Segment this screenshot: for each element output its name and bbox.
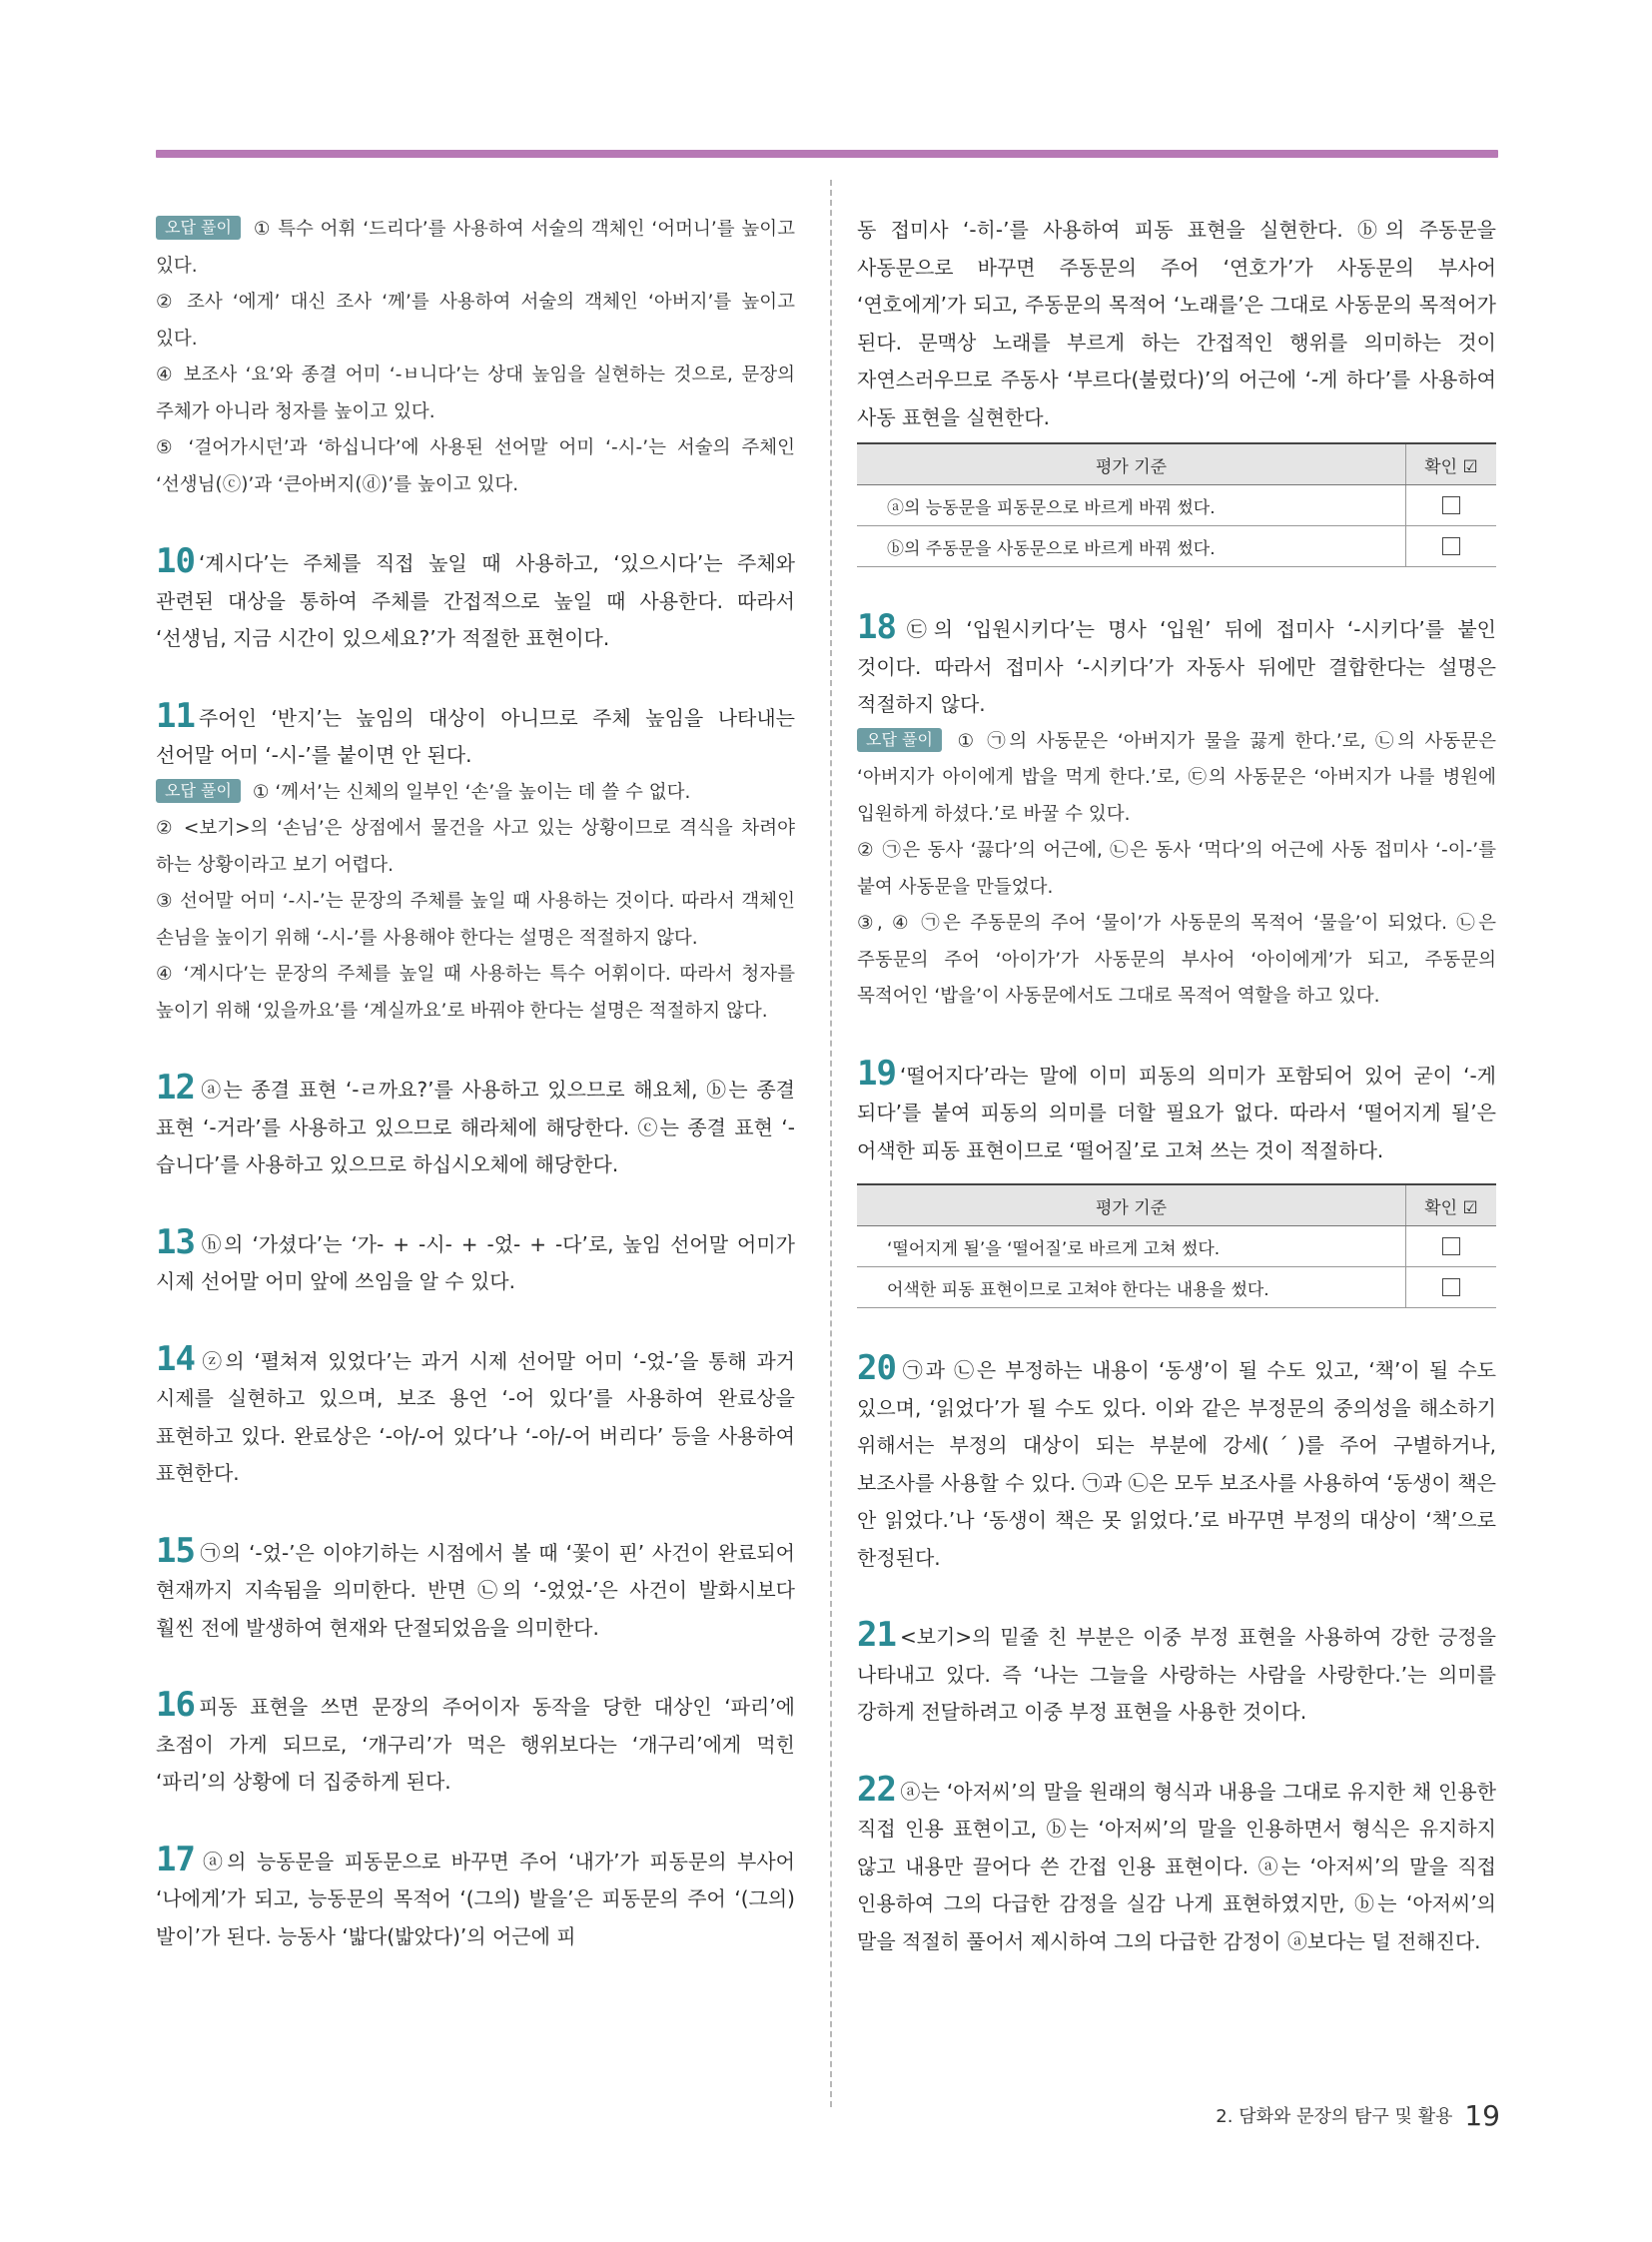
answer-14: 14 ⓩ의 ‘펼쳐져 있었다’는 과거 시제 선어말 어미 ‘-었-’을 통해 과거 시제를 실현하고 있으며, 보조 용언 ‘-어 있다’를 사용하여 완료상을 표현하고 있다. 완료상은 ‘-아/-어 있다’나 ‘-아/-어 버리다’ 등을 사용하여 표현한다. [156, 1338, 795, 1485]
evaluation-table-19 [857, 1183, 1496, 1308]
answer-16: 16 피동 표현을 쓰면 문장의 주어이자 동작을 당한 대상인 ‘파리’에 초점이 가게 되므로, ‘개구리’가 먹은 행위보다는 ‘개구리’에게 먹힌 ‘파리’의 상황에 더 집중하게 된다. [156, 1685, 795, 1794]
question-number: 14 [156, 1338, 195, 1379]
right-column [857, 212, 1496, 2000]
checkbox[interactable] [1442, 537, 1460, 555]
question-number: 22 [857, 1769, 896, 1810]
section-title: 2. 담화와 문장의 탐구 및 활용 [1216, 2106, 1453, 2127]
criteria-cell: 어색한 피동 표현이므로 고쳐야 한다는 내용을 썼다. [857, 1267, 1406, 1308]
wrong-answer-badge: 오답 풀이 [857, 728, 942, 752]
answer-20: 20 ㉠과 ㉡은 부정하는 내용이 ‘동생’이 될 수도 있고, ‘책’이 될 수도 있으며, ‘읽었다’가 될 수도 있다. 이와 같은 부정문의 중의성을 해소하기 위해서는 부정의 대상이 되는 부분에 강세(ˊ)를 주어 구별하거나, 보조사를 사용할 수 있다. ㉠과 ㉡은 모두 보조사를 사용하여 ‘동생이 책은 안 읽었다.’나 ‘동생이 책은 못 읽었다.’로 바꾸면 부정의 대상이 ‘책’으로 한정된다. [857, 1348, 1496, 1570]
criteria-cell: ⓑ의 주동문을 사동문으로 바르게 바꿔 썼다. [857, 526, 1406, 567]
question-number: 15 [156, 1530, 195, 1571]
left-column [156, 212, 795, 1995]
table-row [857, 526, 1496, 567]
table-header-row [857, 1184, 1496, 1226]
checkbox[interactable] [1442, 1237, 1460, 1255]
page-footer [1216, 2099, 1500, 2132]
table-row [857, 485, 1496, 526]
question-number: 11 [156, 695, 195, 736]
wrong-answer-badge: 오답 풀이 [156, 216, 241, 240]
criteria-header: 평가 기준 [857, 443, 1406, 485]
question-number: 12 [156, 1068, 195, 1108]
question-number: 16 [156, 1685, 195, 1725]
page-number: 19 [1464, 2099, 1500, 2132]
checkbox[interactable] [1442, 1278, 1460, 1296]
answer-10: 10 ‘계시다’는 주체를 직접 높일 때 사용하고, ‘있으시다’는 주체와 관련된 대상을 통하여 주체를 간접적으로 높일 때 사용한다. 따라서 ‘선생님, 지금 시간이 있으세요?’가 적절한 표현이다. [156, 541, 795, 650]
answer-22: 22 ⓐ는 ‘아저씨’의 말을 원래의 형식과 내용을 그대로 유지한 채 인용한 직접 인용 표현이고, ⓑ는 ‘아저씨’의 말을 인용하면서 형식은 유지하지 않고 내용만 끌어다 쓴 간접 인용 표현이다. ⓐ는 ‘아저씨’의 말을 직접 인용하여 그의 다급한 감정을 실감 나게 표현하였지만, ⓑ는 ‘아저씨’의 말을 적절히 풀어서 제시하여 그의 다급한 감정이 ⓐ보다는 덜 전해진다. [857, 1769, 1496, 1953]
answer-17: 17 ⓐ의 능동문을 피동문으로 바꾸면 주어 ‘내가’가 피동문의 부사어 ‘나에게’가 되고, 능동문의 목적어 ‘(그의) 발을’은 피동문의 주어 ‘(그의) 발이’가 된다. 능동사 ‘밟다(밟았다)’의 어근에 피 [156, 1839, 795, 1948]
question-number: 20 [857, 1348, 896, 1388]
answer-12: 12 ⓐ는 종결 표현 ‘-ㄹ까요?’를 사용하고 있으므로 해요체, ⓑ는 종결 표현 ‘-거라’를 사용하고 있으므로 해라체에 해당한다. ⓒ는 종결 표현 ‘-습니다’를 사용하고 있으므로 하십시오체에 해당한다. [156, 1068, 795, 1176]
criteria-cell: ⓐ의 능동문을 피동문으로 바르게 바꿔 썼다. [857, 485, 1406, 526]
question-number: 18 [857, 607, 896, 647]
column-divider [830, 180, 832, 2107]
checkbox[interactable] [1442, 496, 1460, 514]
answer-21: 21 <보기>의 밑줄 친 부분은 이중 부정 표현을 사용하여 강한 긍정을 나타내고 있다. 즉 ‘나는 그늘을 사랑하는 사람을 사랑한다.’는 의미를 강하게 전달하려고 이중 부정 표현을 사용한 것이다. [857, 1615, 1496, 1724]
question-number: 19 [857, 1053, 896, 1094]
check-header: 확인 ☑ [1406, 1184, 1497, 1226]
check-header: 확인 ☑ [1406, 443, 1497, 485]
criteria-cell: ‘떨어지게 될’을 ‘떨어질’로 바르게 고쳐 썼다. [857, 1226, 1406, 1267]
criteria-header: 평가 기준 [857, 1184, 1406, 1226]
top-accent-bar [156, 150, 1498, 158]
answer-15: 15 ㉠의 ‘-었-’은 이야기하는 시점에서 볼 때 ‘꽃이 핀’ 사건이 완료되어 현재까지 지속됨을 의미한다. 반면 ㉡의 ‘-었었-’은 사건이 발화시보다 훨씬 전에 발생하여 현재와 단절되었음을 의미한다. [156, 1530, 795, 1640]
table-row [857, 1226, 1496, 1267]
question-number: 17 [156, 1839, 195, 1879]
answer-18: 18 ㉢의 ‘입원시키다’는 명사 ‘입원’ 뒤에 접미사 ‘-시키다’를 붙인 것이다. 따라서 접미사 ‘-시키다’가 자동사 뒤에만 결합한다는 설명은 적절하지 않다. 오답 풀이 ① ㉠의 사동문은 ‘아버지가 물을 끓게 한다.’로, ㉡의 사동문은 ‘아버지가 아이에게 밥을 먹게 한다.’로, ㉢의 사동문은 ‘아버지가 나를 병원에 입원하게 하셨다.’로 바꿀 수 있다. ② ㉠은 동사 ‘끓다’의 어근에, ㉡은 동사 ‘먹다’의 어근에 사동 접미사 ‘-이-’를 붙여 사동문을 만들었다. ③, ④ ㉠은 주동문의 주어 ‘물이’가 사동문의 목적어 ‘물을’이 되었다. ㉡은 주동문의 주어 ‘아이가’가 사동문의 부사어 ‘아이에게’가 되고, 주동문의 목적어인 ‘밥을’이 사동문에서도 그대로 목적어 역할을 하고 있다. [857, 607, 1496, 1007]
question-number: 13 [156, 1221, 195, 1262]
evaluation-table-17 [857, 442, 1496, 567]
table-row [857, 1267, 1496, 1308]
answer-notes-top: 오답 풀이 ① 특수 어휘 ‘드리다’를 사용하여 서술의 객체인 ‘어머니’를 높이고 있다. ② 조사 ‘에게’ 대신 조사 ‘께’를 사용하여 서술의 객체인 ‘아버지’를 높이고 있다. ④ 보조사 ‘요’와 종결 어미 ‘-ㅂ니다’는 상대 높임을 실현하는 것으로, 문장의 주체가 아니라 청자를 높이고 있다. ⑤ ‘걸어가시던’과 ‘하십니다’에 사용된 선어말 어미 ‘-시-’는 서술의 주체인 ‘선생님(ⓒ)’과 ‘큰아버지(ⓓ)’를 높이고 있다. [156, 218, 795, 495]
answer-17-continued: 동 접미사 ‘-히-’를 사용하여 피동 표현을 실현한다. ⓑ의 주동문을 사동문으로 바꾸면 주동문의 주어 ‘연호가’가 사동문의 부사어 ‘연호에게’가 되고, 주동문의 목적어 ‘노래를’은 그대로 사동문의 목적어가 된다. 문맥상 노래를 부르게 하는 간접적인 행위를 의미하는 것이 자연스러우므로 주동사 ‘부르다(불렀다)’의 어근에 ‘-게 하다’를 사용하여 사동 표현을 실현한다. [857, 218, 1496, 429]
answer-11: 11 주어인 ‘반지’는 높임의 대상이 아니므로 주체 높임을 나타내는 선어말 어미 ‘-시-’를 붙이면 안 된다. 오답 풀이 ① ‘께서’는 신체의 일부인 ‘손’을 높이는 데 쓸 수 없다. ② <보기>의 ‘손님’은 상점에서 물건을 사고 있는 상황이므로 격식을 차려야 하는 상황이라고 보기 어렵다. ③ 선어말 어미 ‘-시-’는 문장의 주체를 높일 때 사용하는 것이다. 따라서 객체인 손님을 높이기 위해 ‘-시-’를 사용해야 한다는 설명은 적절하지 않다. ④ ‘계시다’는 문장의 주체를 높일 때 사용하는 특수 어휘이다. 따라서 청자를 높이기 위해 ‘있을까요’를 ‘계실까요’로 바꿔야 한다는 설명은 적절하지 않다. [156, 695, 795, 1022]
wrong-answer-badge: 오답 풀이 [156, 779, 241, 803]
table-header-row [857, 443, 1496, 485]
question-number: 10 [156, 541, 195, 581]
answer-13: 13 ⓗ의 ‘가셨다’는 ‘가- + -시- + -었- + -다’로, 높임 선어말 어미가 시제 선어말 어미 앞에 쓰임을 알 수 있다. [156, 1221, 795, 1293]
question-number: 21 [857, 1615, 896, 1655]
answer-19: 19 ‘떨어지다’라는 말에 이미 피동의 의미가 포함되어 있어 굳이 ‘-게 되다’를 붙여 피동의 의미를 더할 필요가 없다. 따라서 ‘떨어지게 될’은 어색한 피동 표현이므로 ‘떨어질’로 고쳐 쓰는 것이 적절하다. [857, 1053, 1496, 1162]
